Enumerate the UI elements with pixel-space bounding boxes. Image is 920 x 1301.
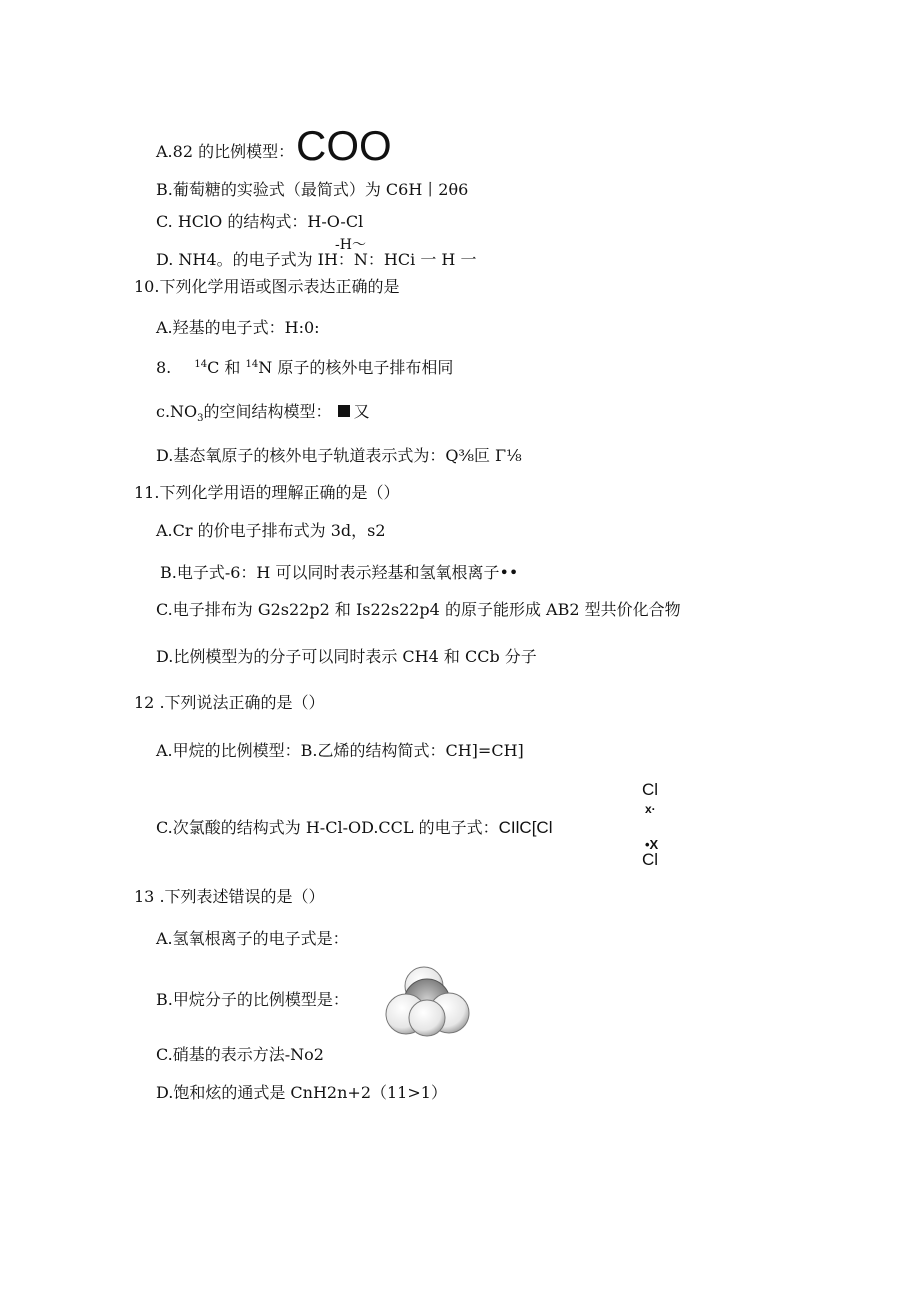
q9-option-a-model-text: COO [296, 122, 392, 169]
q13-option-a: A.氢氧根离子的电子式是： [156, 929, 349, 948]
q9-option-a [156, 142, 294, 162]
q10-option-d: D.基态氧原子的核外电子轨道表示式为：Q⅜叵 Γ⅛ [156, 446, 522, 465]
q12-title: 12 .下列说法正确的是（） [134, 693, 325, 712]
q13-option-c: C.硝基的表示方法-No2 [156, 1045, 324, 1064]
q12-formula: CIlC[Cl [498, 818, 553, 837]
q9-option-c: C. HClO 的结构式：H-O-Cl [156, 212, 364, 231]
q12-option-ab: A.甲烷的比例模型：B.乙烯的结构简式：CH]=CH] [156, 741, 524, 760]
q9-option-d: D. NH4。的电子式为 IH：N：HCi 一 H 一 [156, 250, 477, 269]
q10-option-b-sup2: 14 [245, 359, 259, 370]
q10-option-c-post: 的空间结构模型： [203, 402, 332, 421]
q12-cl-bot: Cl [642, 850, 659, 869]
q10-option-c-sub: 3 [197, 413, 204, 424]
q10-option-c-pre: c.NO [156, 402, 198, 421]
q9-option-d-top: -H～ [335, 237, 366, 253]
square-icon [338, 405, 350, 417]
q12-cl-top: Cl [642, 780, 659, 799]
q12-option-cd-text: C.次氯酸的结构式为 H-Cl-OD.CCL 的电子式： [156, 818, 499, 837]
q13-option-b: B.甲烷分子的比例模型是： [156, 990, 349, 1009]
q10-option-b-mid1: C 和 [207, 358, 241, 377]
methane-space-filling-model-image [382, 962, 474, 1038]
q10-option-b [156, 358, 453, 381]
q9-option-a-text: A.82 的比例模型： [156, 142, 295, 161]
q10-option-b-sup1: 14 [194, 359, 208, 370]
q10-option-c-after: 又 [353, 402, 370, 421]
q11-option-c: C.电子排布为 G2s22p2 和 Is22s22p4 的原子能形成 AB2 型共价化合物 [156, 600, 681, 619]
q11-title: 11.下列化学用语的理解正确的是（） [134, 483, 400, 502]
q10-title: 10.下列化学用语或图示表达正确的是 [134, 277, 400, 296]
q10-option-c [156, 402, 370, 425]
q10-option-b-prefix: 8. [156, 358, 172, 377]
q13-option-d: D.饱和炫的通式是 CnH2n+2（11>1） [156, 1083, 447, 1102]
q12-option-cd [156, 818, 552, 838]
q10-option-b-rest: N 原子的核外电子排布相同 [258, 358, 454, 377]
q12-x-top: x· [645, 802, 656, 816]
q11-option-b: B.电子式-6：H 可以同时表示羟基和氢氧根离子•• [160, 563, 519, 582]
q11-option-a: A.Cr 的价电子排布式为 3d，s2 [156, 521, 386, 540]
q9-option-b: B.葡萄糖的实验式（最简式）为 C6H丨2θ6 [156, 180, 469, 199]
q13-title: 13 .下列表述错误的是（） [134, 887, 325, 906]
q12-x-bot: •X [645, 837, 659, 852]
q10-option-a: A.羟基的电子式：H:0: [156, 318, 320, 337]
q11-option-d: D.比例模型为的分子可以同时表示 CH4 和 CCb 分子 [156, 647, 537, 666]
